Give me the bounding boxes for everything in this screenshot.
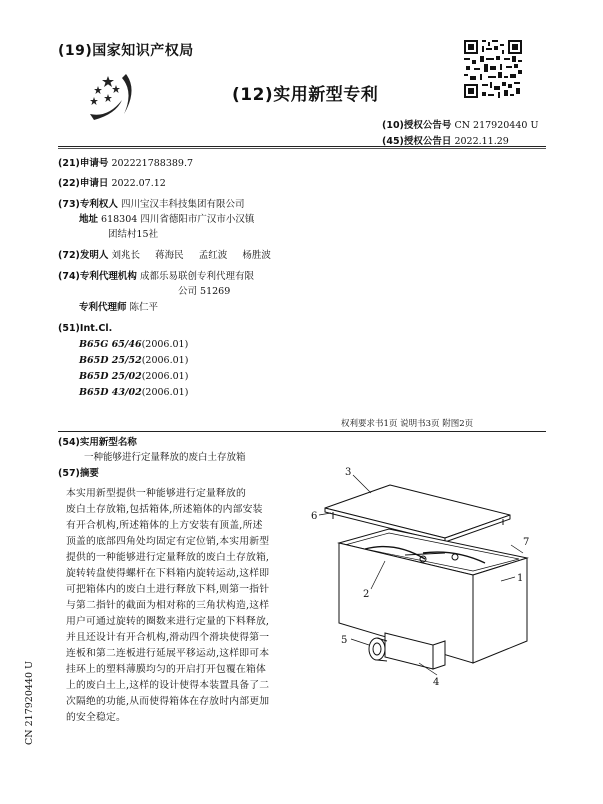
abstract-line: 与第二指针的截面为相对称的三角状构造,这样 [66,600,270,611]
ipc-label [58,323,112,335]
drawing-label: 2 [363,589,370,600]
inventor-name: 杨胜波 [242,250,271,261]
drawing-label: 1 [517,573,524,584]
ipc-code: B65D 25/02 [79,371,142,382]
inventors-label: (72)发明人 [58,250,109,261]
abstract-line: 本实用新型提供一种能够进行定量释放的 [66,488,246,499]
application-number-label: (21)申请号 [58,158,109,169]
publication-number-label: (10)授权公告号 [382,120,452,131]
utility-model-title: 一种能够进行定量释放的废白土存放箱 [84,452,246,463]
ipc-version: (2006.01) [141,387,189,398]
address-line-2: 团结村15社 [108,229,159,240]
application-date-value: 2022.07.12 [111,178,166,189]
patent-agency-label: (74)专利代理机构 [58,271,137,282]
patent-agent-label: 专利代理师 [79,302,127,313]
drawing-label: 4 [433,677,440,688]
title-label-text: (54)实用新型名称 [58,437,137,448]
box-drawing [305,463,545,693]
patent-agency [58,271,254,283]
ipc-code: B65D 25/52 [79,355,142,366]
cnipa-logo-icon [86,70,146,122]
page-count: 权利要求书1页 说明书3页 附图2页 [341,419,474,429]
abstract-line: 连板和第二连板进行延展平移运动,这样即可本 [66,648,270,659]
patentee-value: 四川宝汉丰科技集团有限公司 [120,199,245,210]
drawing-label: 5 [341,635,348,646]
address [79,214,254,226]
document-type-title: (12)实用新型专利 [232,85,379,105]
inventor-name: 蒋海民 [155,250,184,261]
inventor-name: 孟红波 [198,250,228,261]
section-divider [58,431,546,432]
ipc-entry [79,355,188,366]
ipc-code: B65G 65/46 [79,339,142,350]
drawing-label: 6 [311,511,318,522]
application-date-label: (22)申请日 [58,178,109,189]
ipc-entry [79,339,188,350]
abstract-line: 顶盖的底部四角处均固定有定位销,本实用新型 [66,536,270,547]
header-divider-thin [58,148,546,149]
publication-number [382,117,538,131]
patentee [58,199,244,211]
drawing-label: 3 [345,467,352,478]
address-label: 地址 [79,214,99,225]
ipc-entry [79,387,188,398]
abstract-line: 上的废白土上,这样的设计使得本装置具备了二 [66,680,270,691]
address-line-1: 618304 四川省德阳市广汉市小汉镇 [101,214,255,225]
patent-agency-line-2: 公司 51269 [178,286,231,297]
ipc-label-text: (51)Int.Cl. [58,323,113,334]
abstract-line: 提供的一种能够进行定量释放的废白土存放箱, [66,552,270,563]
utility-model-title-label [58,437,137,449]
publication-number-value: CN 217920440 U [454,120,539,131]
abstract-label [58,468,99,480]
publication-date [382,133,509,147]
abstract-line: 废白土存放箱,包括箱体,所述箱体的内部安装 [66,504,263,515]
ipc-version: (2006.01) [141,371,189,382]
drawing-label: 7 [523,537,530,548]
side-publication-code: CN 217920440 U [24,660,35,745]
ipc-code: B65D 43/02 [79,387,142,398]
application-number [58,158,193,170]
ipc-version: (2006.01) [141,339,189,350]
application-number-value: 202221788389.7 [111,158,194,169]
ipc-version: (2006.01) [141,355,189,366]
patentee-label: (73)专利权人 [58,199,118,210]
patent-agency-line-1: 成都乐易联创专利代理有限 [139,271,254,282]
abstract-line: 挂环上的塑料薄膜均匀的开启打开包覆在箱体 [66,664,266,675]
inventors [58,250,271,262]
application-date [58,178,166,190]
patent-agent [79,302,158,314]
qr-code-icon [464,40,522,98]
abstract-line: 并且还设计有开合机构,滑动四个滑块使得第一 [66,632,270,643]
issuing-office-title: (19)国家知识产权局 [58,43,194,59]
abstract-line: 用户可通过旋转的圈数来进行定量的下料释放, [66,616,270,627]
ipc-entry [79,371,188,382]
publication-date-label: (45)授权公告日 [382,136,452,147]
abstract-label-text: (57)摘要 [58,468,99,479]
inventor-name: 刘兆长 [111,250,140,261]
abstract-line: 旋转转盘使得螺杆在下料箱内旋转运动,这样即 [66,568,270,579]
abstract-line: 的安全稳定。 [66,712,126,723]
publication-date-value: 2022.11.29 [454,136,509,147]
abstract-line: 可把箱体内的废白土进行释放下料,则第一指针 [66,584,270,595]
abstract-line: 有开合机构,所述箱体的上方安装有顶盖,所述 [66,520,263,531]
abstract-line: 次隔绝的功能,从而使得箱体在存放时内部更加 [66,696,270,707]
patent-agent-value: 陈仁平 [129,302,159,313]
